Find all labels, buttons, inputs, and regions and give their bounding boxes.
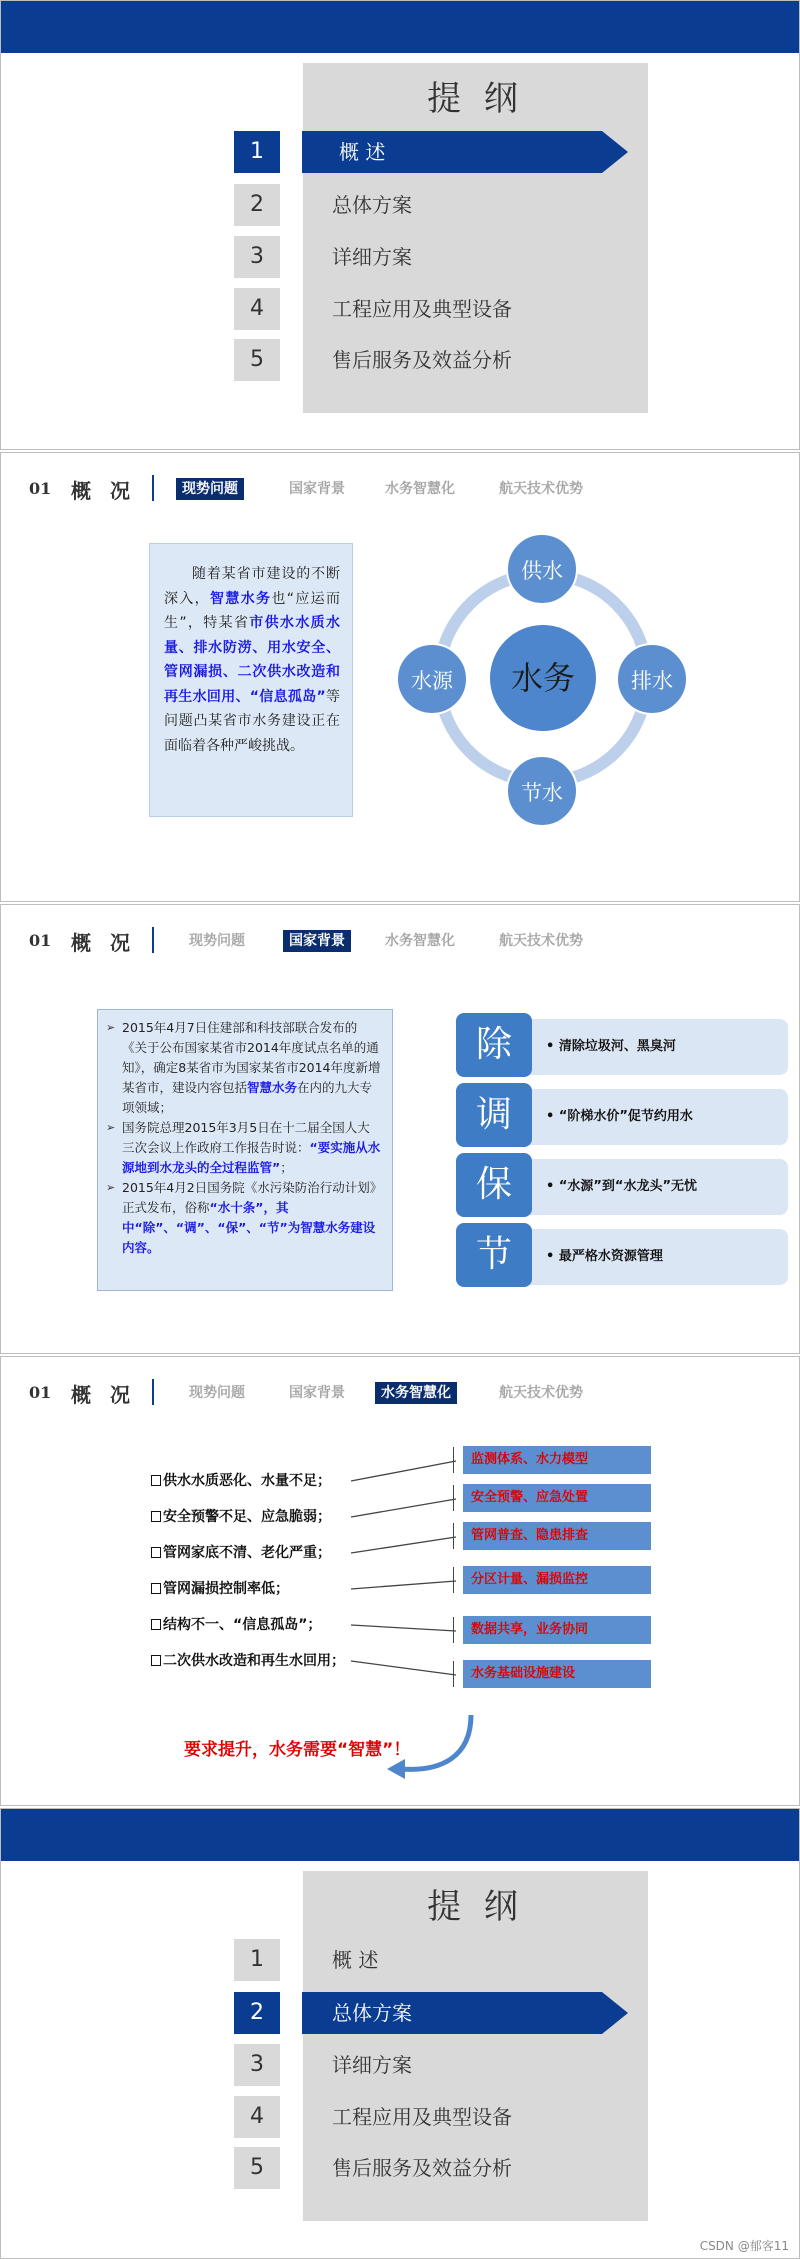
outline-item-number: 3 [234, 236, 280, 278]
section-title: 概 况 [71, 931, 136, 955]
checkbox-icon [151, 1583, 161, 1594]
outline-item-label: 概 述 [339, 140, 386, 164]
problem-item [151, 1543, 331, 1563]
water-source-circle: 水源 [396, 643, 468, 715]
policy-item-text: • “水源”到“水龙头”无忧 [516, 1159, 788, 1215]
section-title: 概 况 [71, 479, 136, 503]
header-divider [152, 475, 154, 501]
policy-item-char: 节 [456, 1223, 532, 1287]
solution-bracket [453, 1447, 463, 1473]
policy-item-text: • “阶梯水价”促节约用水 [516, 1089, 788, 1145]
checkbox-icon [151, 1655, 161, 1666]
problem-text: 管网家底不清、老化严重； [163, 1545, 331, 1561]
tab-smart-water[interactable]: 水务智慧化 [375, 1382, 457, 1404]
problem-text: 供水水质恶化、水量不足； [163, 1473, 331, 1489]
issues-text-2: 也“应运而生”，特某省 [164, 590, 341, 631]
checkbox-icon [151, 1475, 161, 1486]
solution-bracket [453, 1523, 463, 1549]
outline-title: 提 纲 [427, 1887, 524, 1927]
outline-item-4 [234, 2096, 654, 2138]
tab-national-background[interactable]: 国家背景 [289, 1385, 345, 1401]
solution-item: 安全预警、应急处置 [463, 1484, 651, 1512]
outline-item-1 [234, 1939, 654, 1981]
outline-item-1 [234, 131, 654, 173]
water-saving-circle: 节水 [506, 755, 578, 827]
policy-bullet-2 [104, 1118, 382, 1178]
checkbox-icon [151, 1547, 161, 1558]
section-number: 01 [29, 931, 52, 950]
water-affairs-center-circle: 水务 [490, 625, 596, 731]
tab-aerospace-advantage[interactable]: 航天技术优势 [499, 1385, 583, 1401]
outline-item-label: 总体方案 [332, 2001, 412, 2025]
policy-item-char: 保 [456, 1153, 532, 1217]
checkbox-icon [151, 1511, 161, 1522]
problem-item [151, 1579, 289, 1599]
policy-bullet-1 [104, 1018, 382, 1118]
slide-outline-2 [0, 1808, 800, 2259]
outline-item-label: 总体方案 [332, 193, 412, 217]
solution-item: 数据共享，业务协同 [463, 1616, 651, 1644]
solution-item: 水务基础设施建设 [463, 1660, 651, 1688]
top-banner [1, 1, 800, 53]
outline-item-3 [234, 2044, 654, 2086]
section-number: 01 [29, 1383, 52, 1402]
outline-item-label: 概 述 [332, 1948, 379, 1972]
outline-item-label: 详细方案 [332, 245, 412, 269]
outline-item-5 [234, 2147, 654, 2189]
policy-highlight: “水十条”，其中“除”、“调”、“保”、“节”为智慧水务建设内容。 [122, 1200, 376, 1255]
problem-text: 二次供水改造和再生水回用； [163, 1653, 345, 1669]
policy-highlight: 智慧水务 [247, 1080, 298, 1095]
tab-smart-water[interactable]: 水务智慧化 [385, 481, 455, 497]
policy-text: 国务院总理2015年3月5日在十二届全国人大三次会议上作政府工作报告时说： [122, 1120, 370, 1155]
solution-item: 监测体系、水力模型 [463, 1446, 651, 1474]
header-divider [152, 927, 154, 953]
policy-item-remove [456, 1013, 731, 1077]
outline-item-5 [234, 339, 654, 381]
outline-item-label: 详细方案 [332, 2053, 412, 2077]
policy-item-save [456, 1223, 731, 1287]
issues-highlight-1: 智慧水务 [210, 590, 272, 607]
tab-smart-water[interactable]: 水务智慧化 [385, 933, 455, 949]
conclusion-text: 要求提升，水务需要“智慧”！ [184, 1740, 411, 1760]
outline-item-number: 2 [234, 184, 280, 226]
tab-current-issues[interactable]: 现势问题 [176, 478, 244, 500]
outline-item-label: 售后服务及效益分析 [332, 348, 512, 372]
outline-item-label: 工程应用及典型设备 [332, 2105, 512, 2129]
top-banner [1, 1809, 800, 1861]
outline-title: 提 纲 [427, 79, 524, 119]
policy-item-char: 除 [456, 1013, 532, 1077]
issues-text-3: 等问题凸某省市水务建设正在面临着各种严峻挑战。 [164, 688, 341, 754]
slide-smart-water [0, 1356, 800, 1806]
problem-text: 安全预警不足、应急脆弱； [163, 1509, 331, 1525]
water-supply-circle: 供水 [506, 533, 578, 605]
policy-text-box [97, 1009, 393, 1291]
policy-item-text: • 最严格水资源管理 [516, 1229, 788, 1285]
outline-item-number: 4 [234, 2096, 280, 2138]
solution-item: 管网普查、隐患排查 [463, 1522, 651, 1550]
outline-item-2 [234, 184, 654, 226]
policy-highlight: “要实施从水源地到水龙头的全过程监管” [122, 1140, 381, 1175]
outline-item-2 [234, 1992, 654, 2034]
tab-national-background[interactable]: 国家背景 [283, 930, 351, 952]
section-number: 01 [29, 479, 52, 498]
slide-current-issues [0, 452, 800, 902]
outline-item-number: 1 [234, 1939, 280, 1981]
policy-text: 在内的九大专项领域； [122, 1080, 373, 1115]
solution-bracket [453, 1617, 463, 1643]
outline-item-3 [234, 236, 654, 278]
tab-aerospace-advantage[interactable]: 航天技术优势 [499, 481, 583, 497]
tab-national-background[interactable]: 国家背景 [289, 481, 345, 497]
policy-text: 2015年4月2日国务院《水污染防治行动计划》正式发布，俗称 [122, 1180, 376, 1215]
outline-item-4 [234, 288, 654, 330]
tab-aerospace-advantage[interactable]: 航天技术优势 [499, 933, 583, 949]
watermark: CSDN @郁客11 [699, 2239, 789, 2253]
tab-current-issues[interactable]: 现势问题 [189, 1385, 245, 1401]
problem-text: 管网漏损控制率低； [163, 1581, 289, 1597]
section-title: 概 况 [71, 1383, 136, 1407]
problem-item [151, 1651, 345, 1671]
solution-bracket [453, 1567, 463, 1593]
outline-item-number: 3 [234, 2044, 280, 2086]
problem-text: 结构不一、“信息孤岛”； [163, 1617, 322, 1633]
slide-national-background [0, 904, 800, 1354]
policy-item-text: • 清除垃圾河、黑臭河 [516, 1019, 788, 1075]
checkbox-icon [151, 1619, 161, 1630]
problem-item [151, 1615, 321, 1635]
policy-text: ； [280, 1160, 293, 1175]
policy-item-regulate [456, 1083, 731, 1147]
drainage-circle: 排水 [616, 643, 688, 715]
tab-current-issues[interactable]: 现势问题 [189, 933, 245, 949]
solution-item: 分区计量、漏损监控 [463, 1566, 651, 1594]
outline-item-number: 1 [234, 131, 280, 173]
issues-text-1: 随着某省市建设的不断深入， [164, 566, 340, 607]
solution-bracket [453, 1661, 463, 1687]
policy-item-char: 调 [456, 1083, 532, 1147]
outline-item-number: 5 [234, 2147, 280, 2189]
problem-item [151, 1471, 331, 1491]
issues-highlight-2: 市供水水质水量、排水防涝、用水安全、管网漏损、二次供水改造和再生水回用、“信息孤岛” [164, 615, 340, 705]
slide-outline-1 [0, 0, 800, 450]
policy-item-protect [456, 1153, 731, 1217]
policy-bullet-3 [104, 1178, 382, 1258]
outline-item-number: 4 [234, 288, 280, 330]
issues-text-box [149, 543, 353, 817]
solution-bracket [453, 1485, 463, 1511]
outline-item-label: 售后服务及效益分析 [332, 2156, 512, 2180]
problem-item [151, 1507, 331, 1527]
policy-text: 2015年4月7日住建部和科技部联合发布的《关于公布国家某省市2014年度试点名单的通知》，确定8某省市为国家某省市2014年度新增某省市，建设内容包括 [122, 1020, 381, 1095]
outline-item-number: 2 [234, 1992, 280, 2034]
outline-item-number: 5 [234, 339, 280, 381]
outline-item-label: 工程应用及典型设备 [332, 297, 512, 321]
